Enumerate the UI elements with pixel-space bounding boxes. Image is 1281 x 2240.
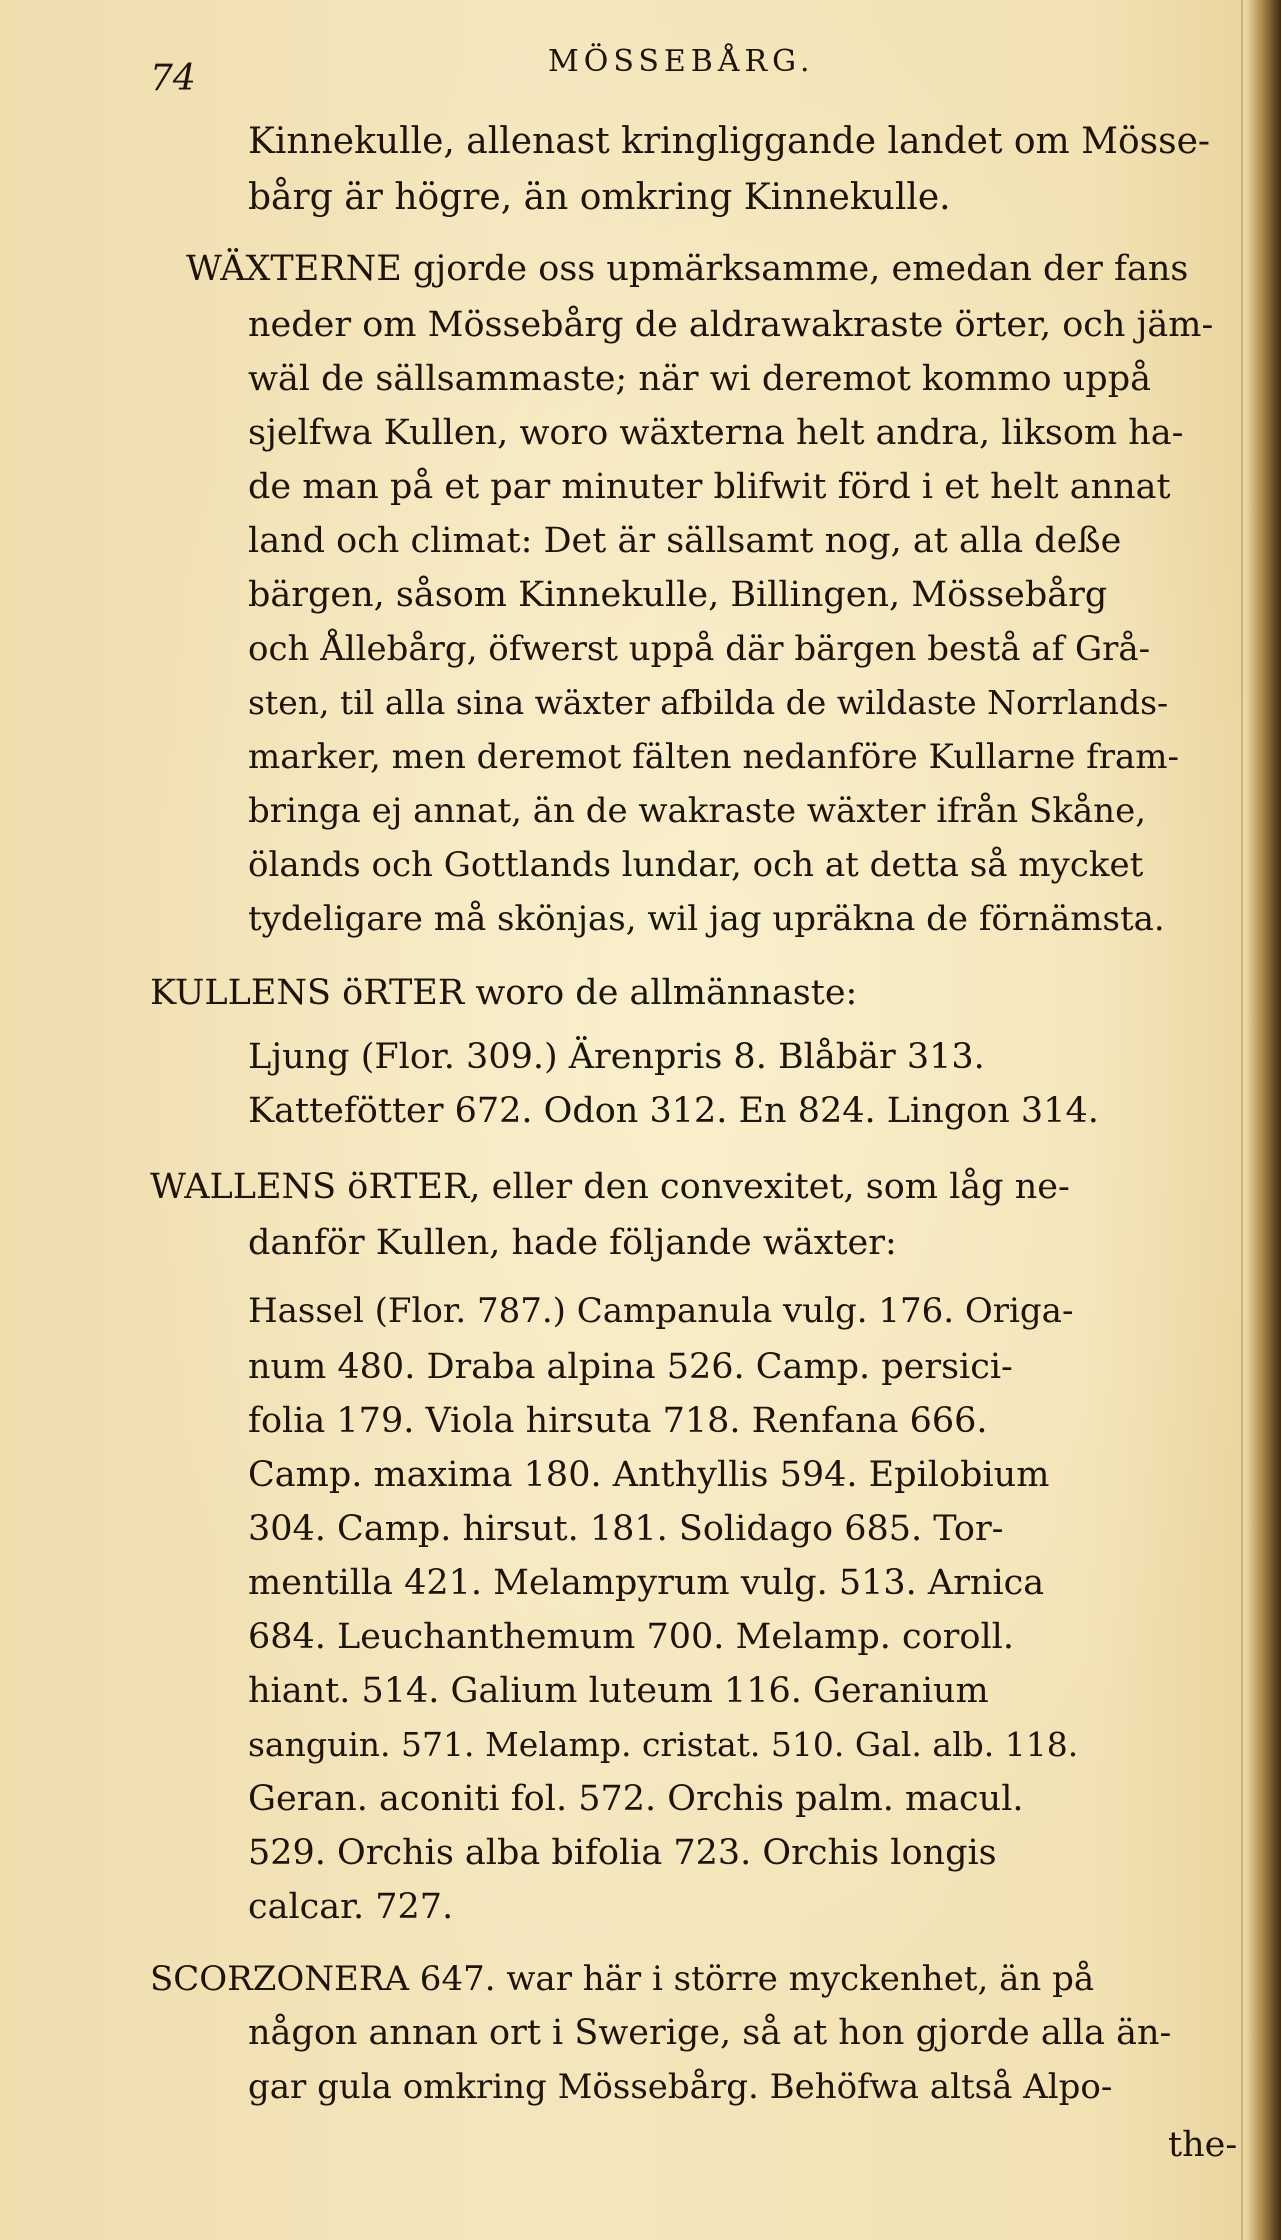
plant-list-line: Hassel (Flor. 787.) Campanula vulg. 176. Origa- — [248, 1291, 1074, 1331]
page-number: 74 — [150, 58, 196, 99]
text-line: danför Kullen, hade följande wäxter: — [248, 1223, 897, 1263]
plant-list-line: Ljung (Flor. 309.) Ärenpris 8. Blåbär 313. — [248, 1037, 985, 1077]
text-line: marker, men deremot fälten nedanföre Kullarne fram- — [248, 737, 1180, 777]
text-line: och Ållebårg, öfwerst uppå där bärgen bestå af Grå- — [248, 629, 1151, 669]
text-line: wäl de sällsammaste; när wi deremot kommo uppå — [248, 359, 1151, 399]
page-edge — [1241, 0, 1243, 2240]
text-line: tydeligare må skönjas, wil jag upräkna de förnämsta. — [248, 899, 1165, 939]
section-heading-kullens-orter: KULLENS öRTER woro de allmännaste: — [150, 973, 858, 1013]
text-line: någon annan ort i Swerige, så at hon gjorde alla än- — [248, 2013, 1172, 2053]
text-line: Kinnekulle, allenast kringliggande landet om Mösse- — [248, 121, 1211, 162]
plant-list-line: Kattefötter 672. Odon 312. En 824. Lingon 314. — [248, 1091, 1099, 1131]
text-line: sjelfwa Kullen, woro wäxterna helt andra, liksom ha- — [248, 413, 1184, 453]
plant-list-line: hiant. 514. Galium luteum 116. Geranium — [248, 1671, 989, 1711]
plant-list-line: folia 179. Viola hirsuta 718. Renfana 666. — [248, 1401, 988, 1441]
plant-list-line: Camp. maxima 180. Anthyllis 594. Epilobium — [248, 1455, 1050, 1495]
text-line: ölands och Gottlands lundar, och at detta så mycket — [248, 845, 1144, 885]
section-heading-wallens-orter: WALLENS öRTER, eller den convexitet, som låg ne- — [150, 1167, 1070, 1207]
plant-list-line: num 480. Draba alpina 526. Camp. persici- — [248, 1347, 1013, 1387]
plant-list-line: mentilla 421. Melampyrum vulg. 513. Arnica — [248, 1563, 1045, 1603]
book-binding-edge — [1247, 0, 1281, 2240]
text-line: sten, til alla sina wäxter afbilda de wildaste Norrlands- — [248, 683, 1169, 722]
text-line: neder om Mössebårg de aldrawakraste örter, och jäm- — [248, 305, 1214, 345]
paragraph-start-scorzonera: SCORZONERA 647. war här i större myckenhet, än på — [150, 1959, 1095, 1999]
text-line: gar gula omkring Mössebårg. Behöfwa altså Alpo- — [248, 2067, 1113, 2107]
text-line: bårg är högre, än omkring Kinnekulle. — [248, 177, 951, 218]
paragraph-start-waxterne: WÄXTERNE gjorde oss upmärksamme, emedan der fans — [186, 249, 1189, 289]
catchword: the- — [1168, 2125, 1238, 2165]
running-title: MÖSSEBÅRG. — [548, 44, 815, 79]
plant-list-line: 529. Orchis alba bifolia 723. Orchis longis — [248, 1833, 997, 1873]
plant-list-line: sanguin. 571. Melamp. cristat. 510. Gal. alb. 118. — [248, 1725, 1079, 1764]
plant-list-line: 684. Leuchanthemum 700. Melamp. coroll. — [248, 1617, 1014, 1657]
text-line: de man på et par minuter blifwit förd i et helt annat — [248, 467, 1171, 507]
plant-list-line: 304. Camp. hirsut. 181. Solidago 685. Tor- — [248, 1509, 1004, 1549]
text-line: bringa ej annat, än de wakraste wäxter ifrån Skåne, — [248, 791, 1146, 831]
text-line: bärgen, såsom Kinnekulle, Billingen, Mössebårg — [248, 575, 1108, 615]
text-line: land och climat: Det är sällsamt nog, at alla deße — [248, 521, 1122, 561]
plant-list-line: Geran. aconiti fol. 572. Orchis palm. macul. — [248, 1779, 1024, 1819]
plant-list-line: calcar. 727. — [248, 1887, 454, 1927]
